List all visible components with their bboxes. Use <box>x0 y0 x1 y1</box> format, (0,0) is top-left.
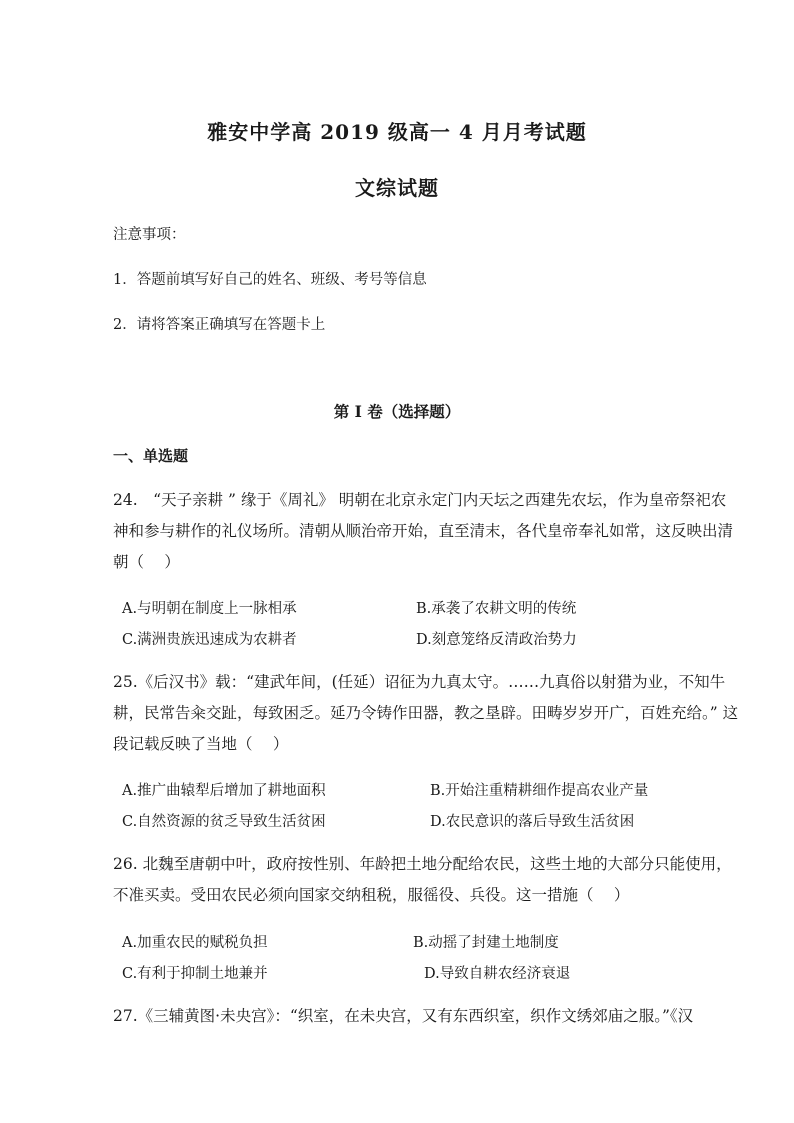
section-title: 一、单选题 <box>113 447 189 465</box>
option-a: A.加重农民的赋税负担 <box>122 935 268 951</box>
question-text-line: 不准买卖。受田农民必须向国家交纳租税，服徭役、兵役。这一措施（ ） <box>113 886 630 904</box>
part-title: 第 I 卷（选择题） <box>333 402 461 421</box>
option-b: B.开始注重精耕细作提高农业产量 <box>430 783 649 799</box>
option-d: D.导致自耕农经济衰退 <box>424 966 571 982</box>
option-c: C.自然资源的贫乏导致生活贫困 <box>122 814 326 830</box>
question-text-line: 26. 北魏至唐朝中叶，政府按性别、年龄把土地分配给农民，这些土地的大部分只能使用， <box>113 855 732 873</box>
notice-heading: 注意事项： <box>113 227 186 243</box>
notice-item: 2．请将答案正确填写在答题卡上 <box>113 317 326 333</box>
exam-subtitle: 文综试题 <box>355 176 439 200</box>
question-text-line: 24. “天子亲耕 ” 缘于《周礼》 明朝在北京永定门内天坛之西建先农坛，作为皇帝祭祀农 <box>113 491 727 509</box>
option-d: D.农民意识的落后导致生活贫困 <box>430 814 635 830</box>
option-d: D.刻意笼络反清政治势力 <box>416 632 577 648</box>
notice-item: 1．答题前填写好自己的姓名、班级、考号等信息 <box>113 272 427 288</box>
question-text-line: 朝（ ） <box>113 553 180 571</box>
question-text-line: 耕，民常告籴交趾，每致困乏。延乃令铸作田器，教之垦辟。田畴岁岁开广，百姓充给。” 这 <box>113 704 739 722</box>
question-26 <box>113 849 732 911</box>
question-text-line: 段记载反映了当地（ ） <box>113 735 289 753</box>
question-24 <box>113 485 734 578</box>
question-text-line: 25.《后汉书》载：“建武年间，(任延）诏征为九真太守。……九真俗以射猎为业，不知牛 <box>113 673 726 691</box>
option-a: A.推广曲辕犁后增加了耕地面积 <box>122 783 326 799</box>
exam-title: 雅安中学高 2019 级高一 4 月月考试题 <box>207 120 587 144</box>
option-b: B.承袭了农耕文明的传统 <box>416 601 577 617</box>
option-a: A.与明朝在制度上一脉相承 <box>122 601 297 617</box>
question-25 <box>113 667 739 760</box>
question-27 <box>113 1001 694 1032</box>
question-text-line: 27.《三辅黄图·未央宫》：“织室，在未央宫，又有东西织室，织作文绣郊庙之服。”《汉 <box>113 1007 694 1025</box>
option-c: C.有利于抑制土地兼并 <box>122 966 268 982</box>
option-c: C.满洲贵族迅速成为农耕者 <box>122 632 297 648</box>
option-b: B.动摇了封建土地制度 <box>413 935 559 951</box>
question-text-line: 神和参与耕作的礼仪场所。清朝从顺治帝开始，直至清末，各代皇帝奉礼如常，这反映出清 <box>113 522 734 540</box>
